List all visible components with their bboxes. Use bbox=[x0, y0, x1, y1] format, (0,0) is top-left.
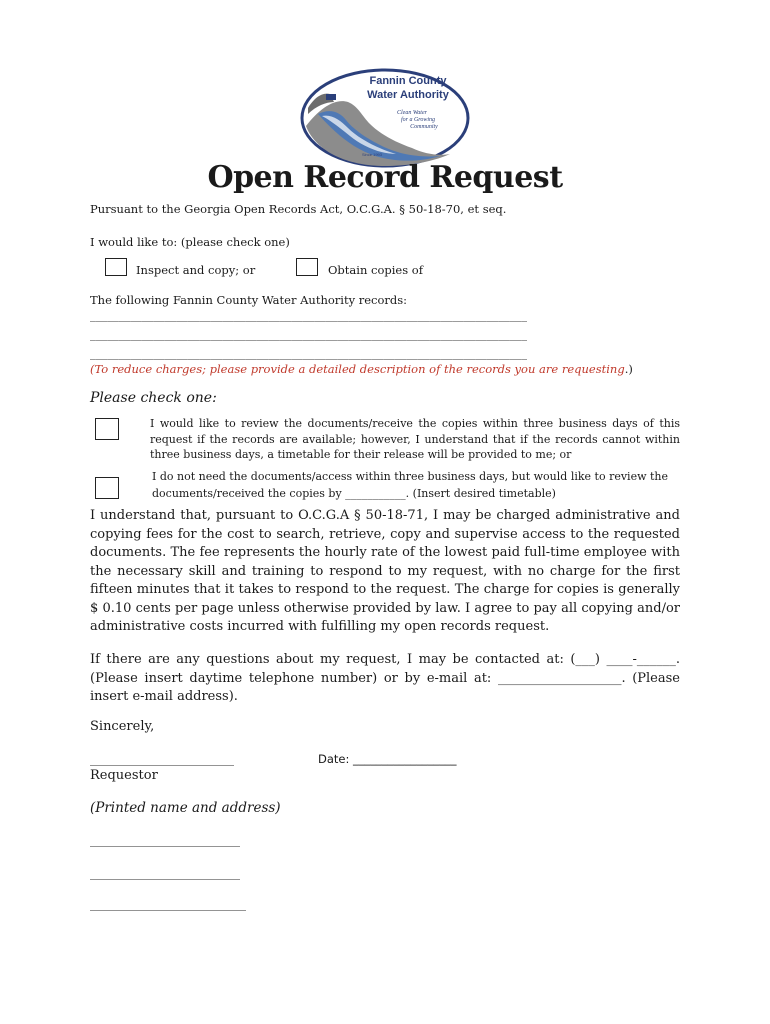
check2-line1: I do not need the documents/access within three business days, but would like to review the bbox=[152, 470, 669, 483]
logo-tagline3: Community bbox=[410, 124, 438, 130]
check2-line2: documents/received the copies by ___________. (Insert desired timetable) bbox=[152, 487, 556, 500]
desired-timetable-checkbox[interactable] bbox=[95, 477, 119, 499]
review-three-days-checkbox[interactable] bbox=[95, 418, 119, 440]
address-line-1[interactable]: _________________________ bbox=[90, 833, 240, 847]
address-line-3[interactable]: __________________________ bbox=[90, 897, 246, 911]
water-authority-logo bbox=[300, 68, 470, 168]
check1-text: I would like to review the documents/receive the copies within three business days of this request if the records are available; however, I understand that if the records cannot within three business days, a timetable for their release will be provided to me; or bbox=[150, 417, 680, 461]
logo-line1: Fannin County bbox=[369, 75, 447, 87]
reduce-note-open: ( bbox=[90, 362, 95, 376]
obtain-checkbox[interactable] bbox=[296, 258, 318, 276]
would-like-text: I would like to: (please check one) bbox=[90, 235, 290, 249]
date-field[interactable]: Date: __________________ bbox=[318, 752, 457, 766]
reduce-note-close: .) bbox=[624, 362, 633, 376]
page-title: Open Record Request bbox=[207, 160, 563, 195]
logo-line2: Water Authority bbox=[367, 89, 449, 101]
records-line-2[interactable]: ____________________________________________________________________________ bbox=[90, 327, 527, 341]
sincerely-text: Sincerely, bbox=[90, 719, 155, 734]
signature-line[interactable]: ________________________ bbox=[90, 752, 234, 766]
records-line-3[interactable]: ____________________________________________________________________________ bbox=[90, 346, 527, 360]
logo-tagline2: for a Growing bbox=[400, 117, 436, 123]
inspect-checkbox[interactable] bbox=[105, 258, 127, 276]
logo-tagline1: Clean Water bbox=[397, 110, 427, 116]
understand-paragraph: I understand that, pursuant to O.C.G.A § 50-18-71, I may be charged administrative and copying fees for the cost to search, retrieve, copy and supervise access to the requested documents. The fee represents the hourly rate of the lowest paid full-time employee with the necessary skill and training to respond to my request, with no charge for the first fifteen minutes that it takes to respond to the request. The charge for copies is generally $ 0.10 cents per page unless otherwise provided by law. I agree to pay all copying and/or administrative costs incurred with fulfilling my open records request. bbox=[90, 508, 680, 634]
obtain-label: Obtain copies of bbox=[328, 263, 423, 277]
requestor-label: Requestor bbox=[90, 768, 158, 783]
printed-name-label: (Printed name and address) bbox=[90, 800, 281, 816]
reduce-note bbox=[90, 362, 633, 376]
please-check-heading: Please check one: bbox=[90, 390, 217, 406]
pursuant-text: Pursuant to the Georgia Open Records Act, O.C.G.A. § 50-18-70, et seq. bbox=[90, 202, 507, 216]
logo-since: Since 1993 bbox=[361, 152, 383, 157]
address-line-2[interactable]: _________________________ bbox=[90, 866, 240, 880]
reduce-note-text: To reduce charges; please provide a detailed description of the records you are requesting bbox=[94, 362, 625, 376]
inspect-label: Inspect and copy; or bbox=[136, 263, 256, 277]
contact-paragraph: If there are any questions about my request, I may be contacted at: (___) ____-______. (Please insert daytime telephone number) or by e-mail at: ___________________. (Please insert e-mail address). bbox=[90, 652, 680, 704]
records-line-1[interactable]: ____________________________________________________________________________ bbox=[90, 308, 527, 322]
following-text: The following Fannin County Water Authority records: bbox=[90, 293, 408, 307]
